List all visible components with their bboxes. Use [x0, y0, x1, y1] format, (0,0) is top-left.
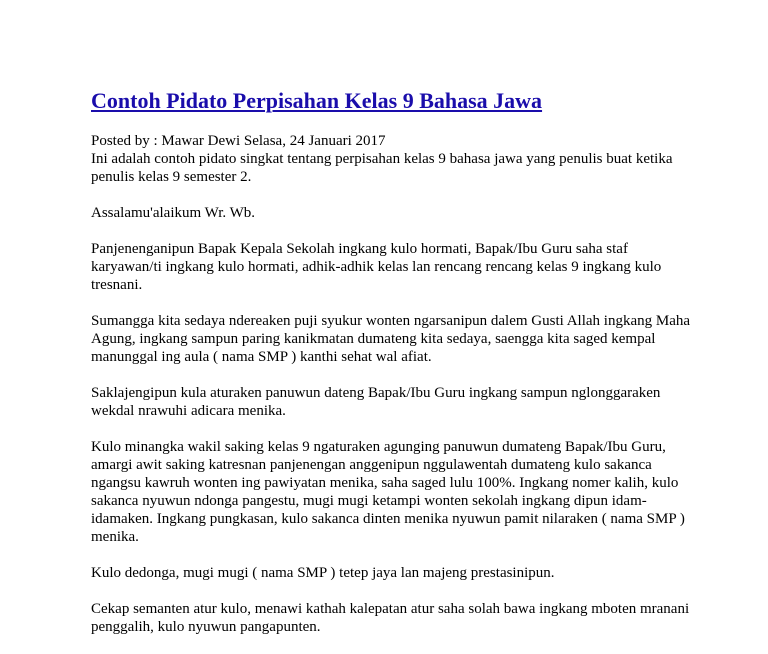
- paragraph-main: Kulo minangka wakil saking kelas 9 ngaturaken agunging panuwun dumateng Bapak/Ibu Guru, amargi awit saking katresnan panjenengan anggenipun nggulawentah dumateng kulo sakanca ngangsu kawruh wonten ing pawiyatan menika, saha saged lulu 100%. Ingkang nomer kalih, kulo sakanca nyuwun ndonga pangestu, mugi mugi ketampi wonten sekolah ingkang dipun idam-idamaken. Ingkang pungkasan, kulo sakanca dinten menika nyuwun pamit nilaraken ( nama SMP ) menika.: [91, 439, 685, 545]
- paragraph-greeting: Assalamu'alaikum Wr. Wb.: [91, 205, 256, 221]
- paragraph-prayer: Kulo dedonga, mugi mugi ( nama SMP ) tetep jaya lan majeng prestasinipun.: [91, 565, 555, 581]
- paragraph-closing: Cekap semanten atur kulo, menawi kathah kalepatan atur saha solah bawa ingkang mboten mranani penggalih, kulo nyuwun pangapunten.: [91, 601, 690, 635]
- article-body: [91, 132, 691, 636]
- article-title-link[interactable]: Contoh Pidato Perpisahan Kelas 9 Bahasa Jawa: [91, 88, 543, 113]
- article-title: [91, 86, 691, 116]
- paragraph-thanks-teachers: Saklajengipun kula aturaken panuwun dateng Bapak/Ibu Guru ingkang sampun nglonggaraken wekdal nrawuhi adicara menika.: [91, 385, 661, 419]
- paragraph-intro: Ini adalah contoh pidato singkat tentang perpisahan kelas 9 bahasa jawa yang penulis buat ketika penulis kelas 9 semester 2.: [91, 151, 673, 185]
- article: [91, 86, 691, 654]
- paragraph-salutation: Panjenenganipun Bapak Kepala Sekolah ingkang kulo hormati, Bapak/Ibu Guru saha staf karyawan/ti ingkang kulo hormati, adhik-adhik kelas lan rencang rencang kelas 9 ingkang kulo tresnani.: [91, 241, 662, 293]
- posted-by: Posted by : Mawar Dewi Selasa, 24 Januari 2017: [91, 133, 386, 149]
- paragraph-gratitude: Sumangga kita sedaya ndereaken puji syukur wonten ngarsanipun dalem Gusti Allah ingkang Maha Agung, ingkang sampun paring kanikmatan dumateng kita sedaya, saengga kita saged kempal manunggal ing aula ( nama SMP ) kanthi sehat wal afiat.: [91, 313, 691, 365]
